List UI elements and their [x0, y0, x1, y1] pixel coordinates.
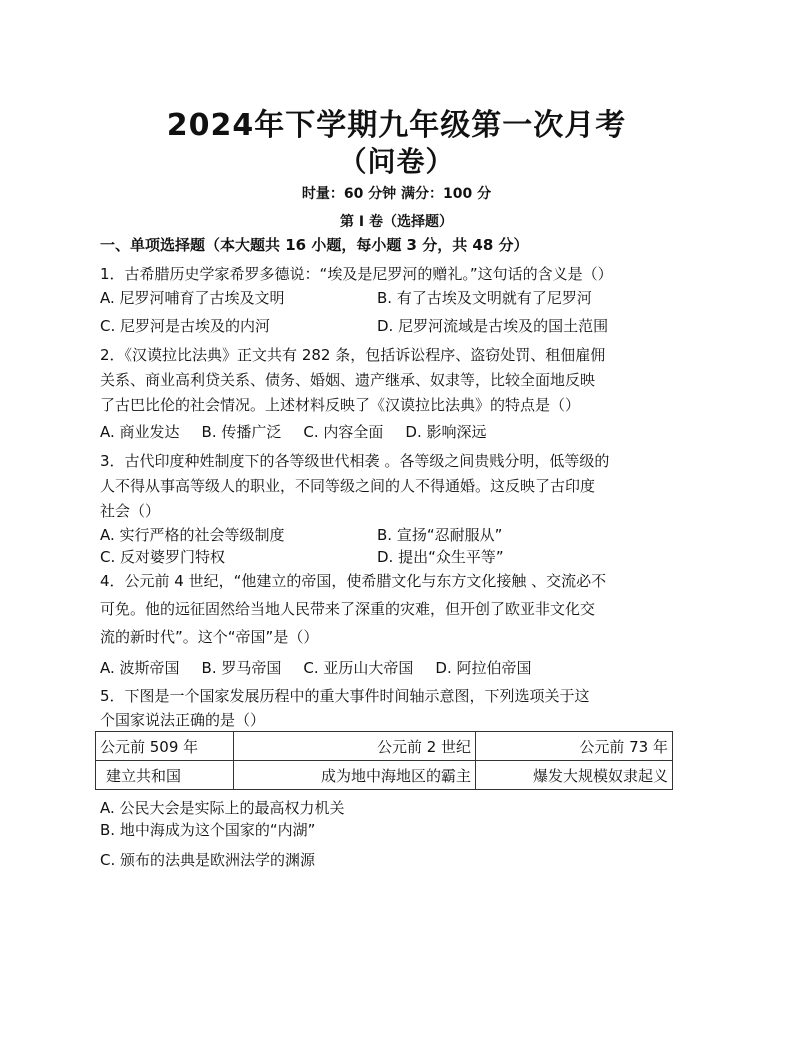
- volume-heading: 第 I 卷（选择题）: [340, 214, 453, 230]
- timeline-date: 公元前 509 年: [96, 732, 234, 761]
- q1-stem: 1．古希腊历史学家希罗多德说：“埃及是尼罗河的赠礼。”这句话的含义是（）: [100, 265, 613, 283]
- timeline-event: 爆发大规模奴隶起义: [476, 761, 673, 790]
- timeline-dates-row: [96, 732, 673, 761]
- q3-stem-line2: 人不得从事高等级人的职业，不同等级之间的人不得通婚。这反映了古印度: [100, 477, 596, 495]
- q3-stem-line1: 3．古代印度种姓制度下的各等级世代相袭 。各等级之间贵贱分明，低等级的: [100, 452, 610, 470]
- q1-option-b: B. 有了古埃及文明就有了尼罗河: [377, 289, 592, 307]
- q2-stem-line1: 2．《汉谟拉比法典》正文共有 282 条，包括诉讼程序、盗窃处罚、租佃雇佣: [100, 346, 606, 364]
- q4-option-b: B. 罗马帝国: [201, 659, 282, 677]
- timeline-date: 公元前 73 年: [476, 732, 673, 761]
- q5-stem-line1: 5．下图是一个国家发展历程中的重大事件时间轴示意图，下列选项关于这: [100, 687, 590, 705]
- q2-option-b: B. 传播广泛: [201, 423, 282, 441]
- exam-title: 2024年下学期九年级第一次月考: [166, 108, 627, 143]
- q1-option-c: C. 尼罗河是古埃及的内河: [100, 317, 271, 335]
- q4-stem-line2: 可免。他的远征固然给当地人民带来了深重的灾难，但开创了欧亚非文化交: [100, 600, 596, 618]
- q3-option-b: B. 宣扬“忍耐服从”: [377, 526, 503, 544]
- q1-option-d: D. 尼罗河流域是古埃及的国土范围: [377, 317, 609, 335]
- q2-option-d: D. 影响深远: [405, 423, 487, 441]
- q4-option-c: C. 亚历山大帝国: [303, 659, 414, 677]
- section-heading: 一、单项选择题（本大题共 16 小题，每小题 3 分，共 48 分）: [100, 236, 529, 254]
- q4-stem-line3: 流的新时代”。这个“帝国”是（）: [100, 628, 319, 646]
- q5-option-b: B. 地中海成为这个国家的“内湖”: [100, 821, 316, 839]
- q4-options: [100, 657, 553, 678]
- q1-option-a: A. 尼罗河哺育了古埃及文明: [100, 289, 285, 307]
- q2-option-c: C. 内容全面: [303, 423, 384, 441]
- timeline-table: [95, 731, 673, 790]
- timeline-event: 成为地中海地区的霸主: [233, 761, 475, 790]
- q3-stem-line3: 社会（）: [100, 502, 161, 520]
- timeline-event: 建立共和国: [96, 761, 234, 790]
- q4-stem-line1: 4．公元前 4 世纪，“他建立的帝国，使希腊文化与东方文化接触 、交流必不: [100, 572, 607, 590]
- q4-option-a: A. 波斯帝国: [100, 659, 180, 677]
- exam-meta: 时量：60 分钟 满分：100 分: [301, 186, 492, 202]
- q3-option-d: D. 提出“众生平等”: [377, 548, 504, 566]
- q3-option-a: A. 实行严格的社会等级制度: [100, 526, 285, 544]
- timeline-events-row: [96, 761, 673, 790]
- q2-options: [100, 421, 508, 442]
- timeline-date: 公元前 2 世纪: [233, 732, 475, 761]
- exam-subtitle: （问卷）: [338, 145, 455, 178]
- q5-option-c: C. 颁布的法典是欧洲法学的渊源: [100, 851, 316, 869]
- q5-stem-line2: 个国家说法正确的是（）: [100, 711, 266, 729]
- q2-stem-line3: 了古巴比伦的社会情况。上述材料反映了《汉谟拉比法典》的特点是（）: [100, 396, 581, 414]
- q2-option-a: A. 商业发达: [100, 423, 180, 441]
- q2-stem-line2: 关系、商业高利贷关系、债务、婚姻、遗产继承、奴隶等，比较全面地反映: [100, 371, 596, 389]
- q4-option-d: D. 阿拉伯帝国: [435, 659, 532, 677]
- q3-option-c: C. 反对婆罗门特权: [100, 548, 226, 566]
- q5-option-a: A. 公民大会是实际上的最高权力机关: [100, 799, 345, 817]
